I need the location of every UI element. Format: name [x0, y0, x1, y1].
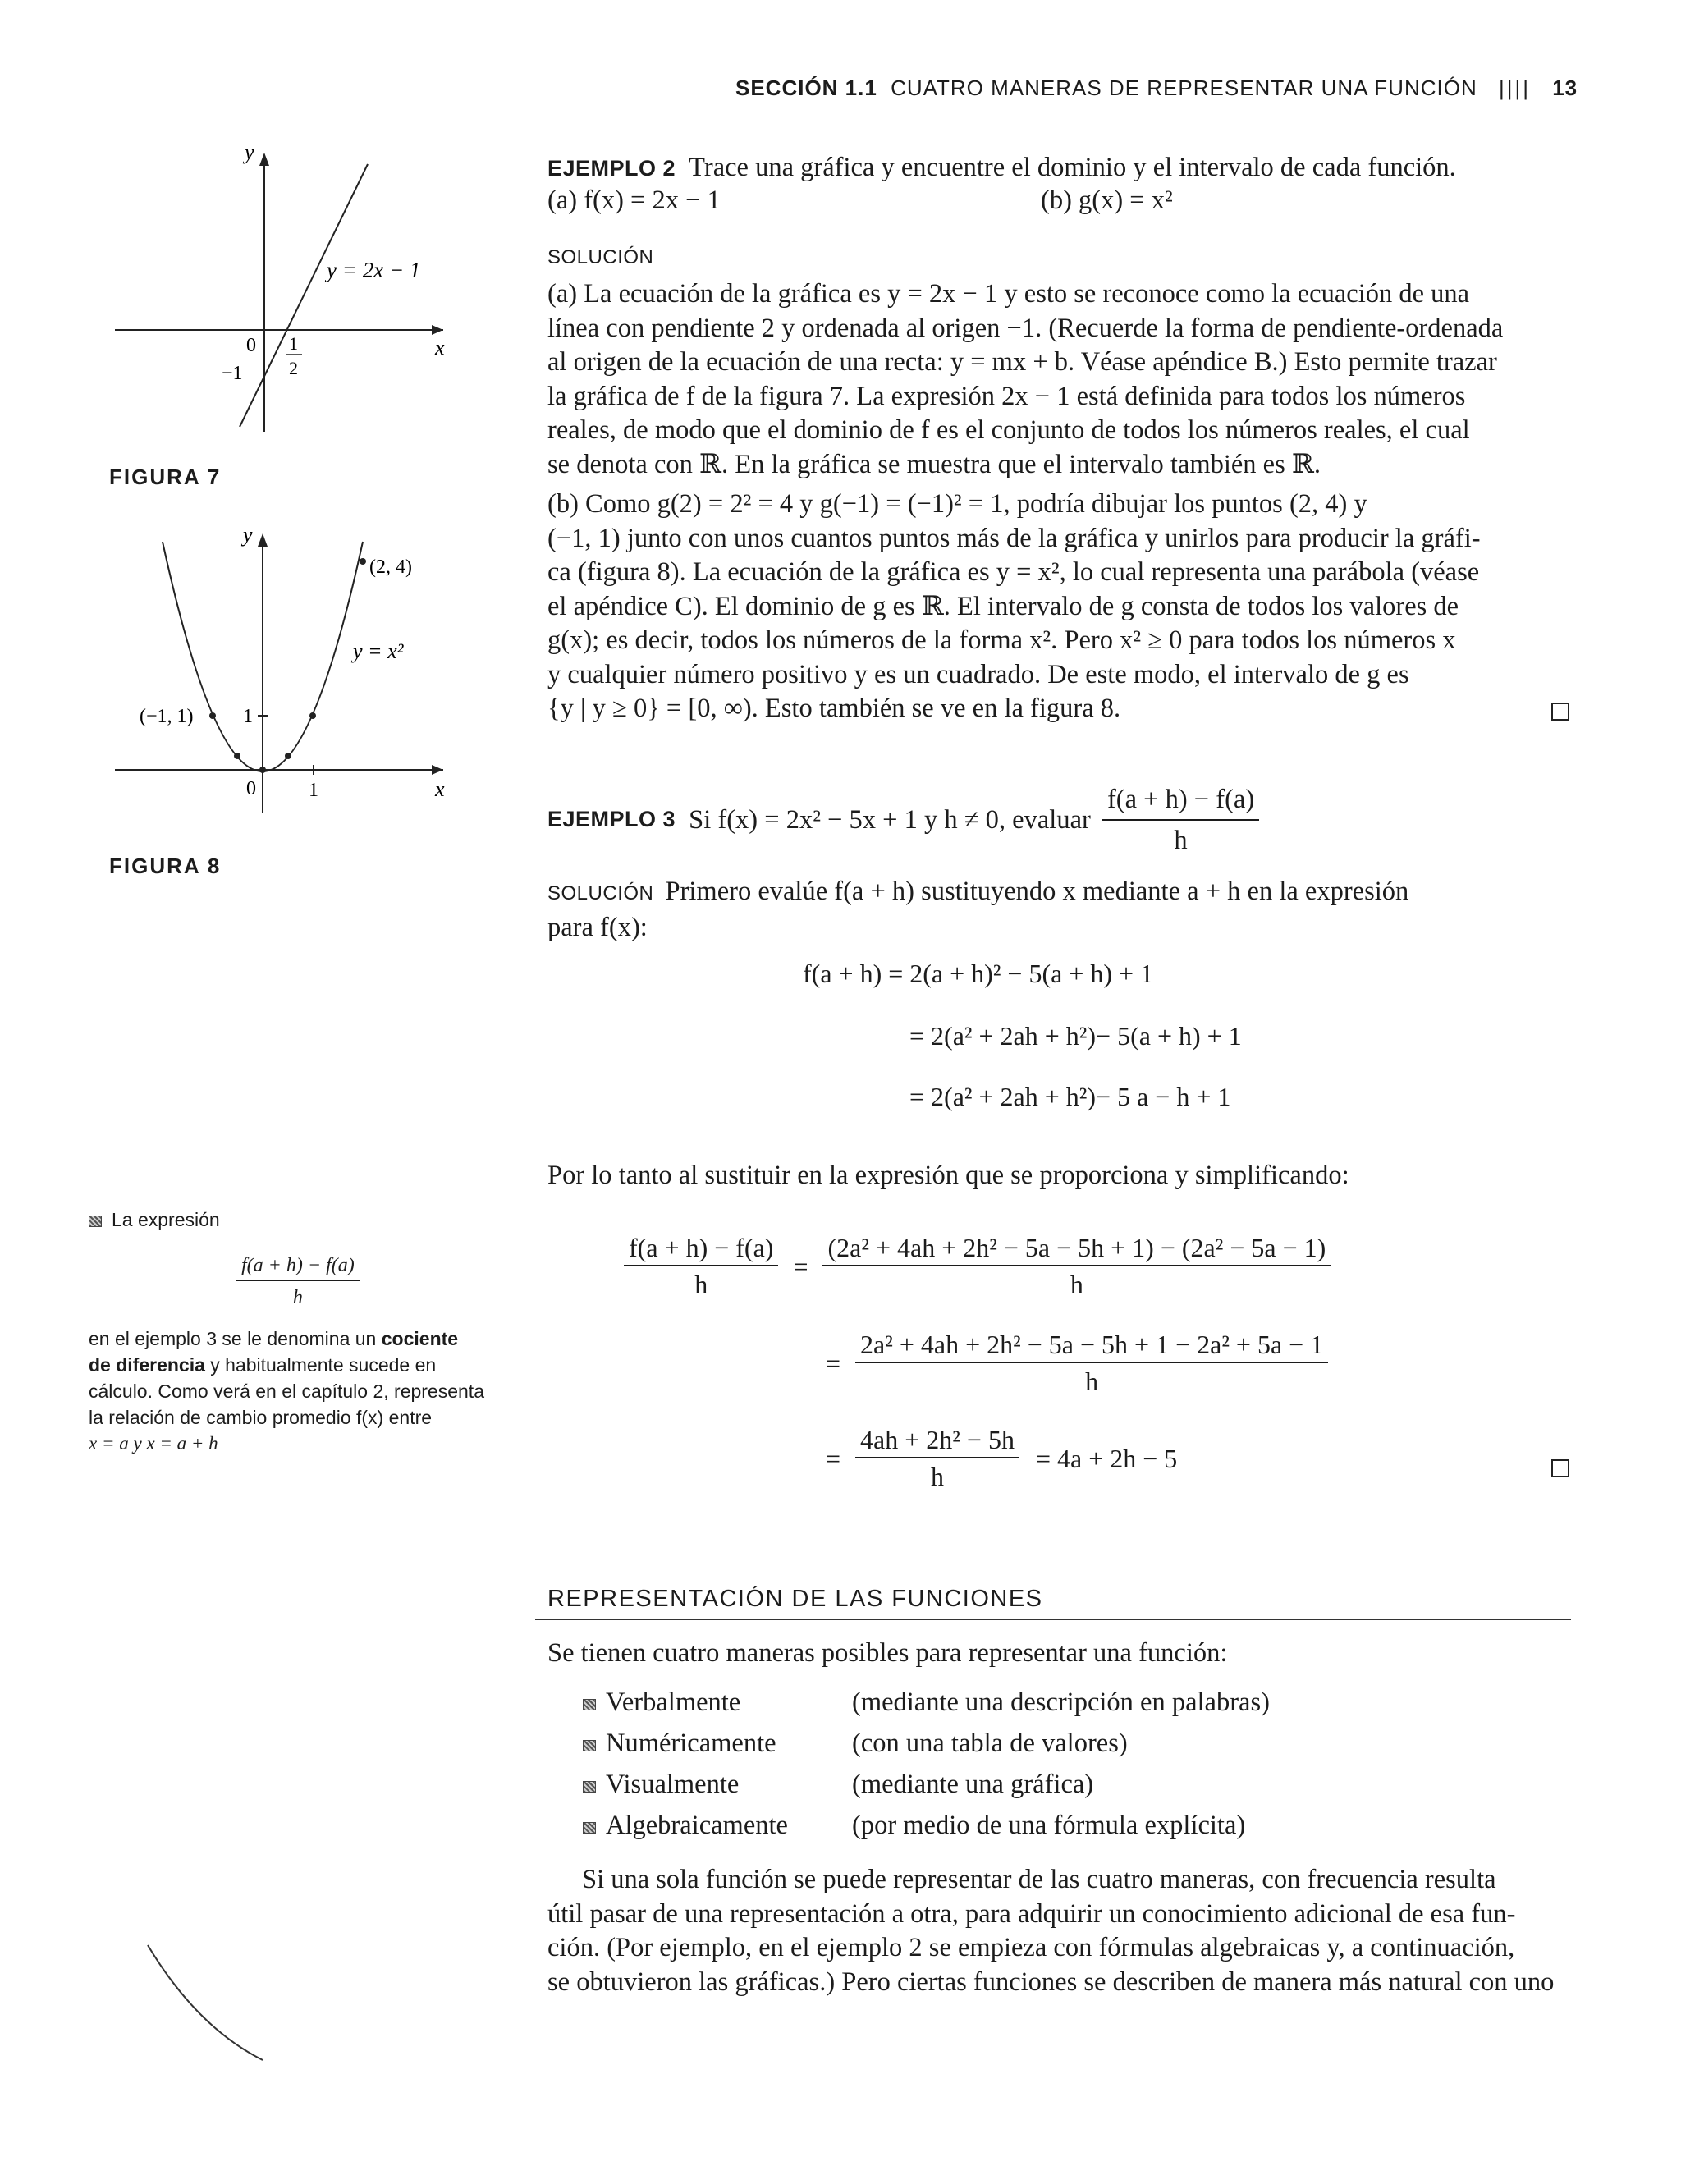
closing-line: útil pasar de una representación a otra, para adquirir un conocimiento adicional de esa fun- — [547, 1898, 1516, 1929]
closing-line: ción. (Por ejemplo, en el ejemplo 2 se empieza con fórmulas algebraicas y, a continuación, — [547, 1933, 1515, 1962]
equation-1: f(a + h) = 2(a + h)² − 5(a + h) + 1 — [803, 959, 1154, 988]
fig7-origin: 0 — [246, 335, 256, 356]
fig8-point-a — [234, 753, 240, 759]
equation-2: = 2(a² + 2ah + h²)− 5(a + h) + 1 — [909, 1021, 1242, 1051]
fig8-axis-y-label: y — [243, 525, 253, 547]
figure-7-graph — [98, 140, 476, 451]
note-fraction — [236, 1252, 515, 1311]
fraction-numerator: 4ah + 2h² − 5h — [855, 1425, 1019, 1458]
fig7-line — [240, 164, 368, 427]
margin-note — [89, 1206, 515, 1457]
solution-line: para f(x): — [547, 912, 648, 942]
example-2-para-a — [547, 277, 1582, 482]
fraction-numerator: f(a + h) − f(a) — [624, 1233, 778, 1266]
example-2-label: EJEMPLO 2 — [547, 156, 676, 181]
fraction-denominator: h — [292, 1287, 303, 1308]
example-3-solution — [547, 875, 1582, 945]
corner-mark-decoration — [140, 1937, 287, 2076]
header-title: CUATRO MANERAS DE REPRESENTAR UNA FUNCIÓN — [891, 76, 1477, 100]
list-item: Verbalmente (mediante una descripción en palabras) — [583, 1686, 1568, 1727]
fraction-numerator: 2a² + 4ah + 2h² − 5a − 5h + 1 − 2a² + 5a − 1 — [855, 1330, 1328, 1363]
fraction-denominator: h — [930, 1462, 944, 1491]
big-fraction-3 — [855, 1425, 1019, 1492]
bullet-icon — [583, 1699, 596, 1710]
bullet-icon — [583, 1822, 596, 1834]
para-b-line: {y | y ≥ 0} = [0, ∞). Esto también se ve en la figura 8. — [547, 694, 1121, 723]
bullet-icon — [583, 1781, 596, 1793]
para-a-line: al origen de la ecuación de una recta: y = mx + b. Véase apéndice B.) Esto permite trazar — [547, 347, 1497, 377]
fraction-denominator: h — [1070, 1270, 1083, 1299]
fig8-point-neg1 — [209, 712, 216, 719]
section-rule — [535, 1619, 1571, 1620]
fig8-x-arrow — [432, 765, 443, 775]
note-line: cálculo. Como verá en el capítulo 2, representa — [89, 1380, 484, 1402]
fig8-tick-y-label: 1 — [243, 706, 253, 727]
note-line: en el ejemplo 3 se le denomina un — [89, 1328, 377, 1349]
fig8-origin: 0 — [246, 778, 256, 799]
figure-8-caption: FIGURA 8 — [109, 854, 222, 878]
example-2-para-b — [547, 488, 1582, 726]
fig7-axis-y-label: y — [245, 140, 254, 164]
example-3-statement — [547, 783, 1259, 858]
fig7-y-intercept: −1 — [222, 363, 243, 384]
example-3-fraction — [1102, 783, 1259, 858]
note-line: la relación de cambio promedio f(x) entre — [89, 1407, 433, 1428]
fig8-point-2-4-label: (2, 4) — [369, 556, 412, 578]
solution-line: Primero evalúe f(a + h) sustituyendo x mediante a + h en la expresión — [665, 877, 1409, 906]
para-a-line: la gráfica de f de la figura 7. La expresión 2x − 1 está definida para todos los números — [547, 381, 1466, 411]
note-term-cociente: cociente — [381, 1328, 459, 1349]
note-bullet-icon — [89, 1216, 102, 1227]
example-3-transition: Por lo tanto al sustituir en la expresión que se proporciona y simplificando: — [547, 1161, 1349, 1190]
example-2-part-a: (a) f(x) = 2x − 1 — [547, 185, 721, 215]
fraction-denominator: h — [694, 1270, 708, 1299]
para-b-line: el apéndice C). El dominio de g es ℝ. El intervalo de g consta de todos los valores de — [547, 591, 1459, 621]
para-b-line: ca (figura 8). La ecuación de la gráfica es y = x², lo cual representa una parábola (véase — [547, 557, 1480, 587]
representation-list — [583, 1686, 1568, 1850]
section-title: REPRESENTACIÓN DE LAS FUNCIONES — [547, 1586, 1043, 1612]
section-number: SECCIÓN 1.1 — [735, 76, 877, 100]
representation-intro: Se tienen cuatro maneras posibles para representar una función: — [547, 1638, 1228, 1668]
fraction-denominator: h — [1174, 825, 1188, 855]
note-term-diferencia: de diferencia — [89, 1354, 205, 1376]
fig8-point-neg1-label: (−1, 1) — [140, 706, 194, 727]
running-header — [735, 76, 1578, 101]
example-3-label: EJEMPLO 3 — [547, 806, 676, 831]
page-number: 13 — [1552, 76, 1578, 100]
note-line: x = a y x = a + h — [89, 1433, 218, 1454]
big-fraction-2-row — [826, 1330, 1328, 1397]
list-item: Algebraicamente (por medio de una fórmula explícita) — [583, 1809, 1568, 1850]
fig8-axis-x-label: x — [435, 777, 445, 801]
equals-sign: = — [793, 1251, 808, 1281]
fig8-point-origin — [259, 767, 266, 773]
qed-mark-example-3 — [1551, 1459, 1569, 1477]
para-a-line: (a) La ecuación de la gráfica es y = 2x − 1 y esto se reconoce como la ecuación de una — [547, 279, 1470, 309]
fig8-tick-x-label: 1 — [309, 780, 318, 801]
example-2-text: Trace una gráfica y encuentre el dominio y el intervalo de cada función. — [689, 153, 1456, 182]
example-2-part-b: (b) g(x) = x² — [1041, 185, 1173, 215]
fig8-point-2-4 — [360, 558, 366, 565]
fig8-y-arrow — [258, 533, 268, 547]
equals-sign: = — [826, 1348, 841, 1378]
list-item: Visualmente (mediante una gráfica) — [583, 1768, 1568, 1809]
para-b-line: g(x); es decir, todos los números de la forma x². Pero x² ≥ 0 para todos los números x — [547, 625, 1456, 655]
fraction-numerator: (2a² + 4ah + 2h² − 5a − 5h + 1) − (2a² − 5a − 1) — [822, 1233, 1331, 1266]
fig8-curve-label: y = x² — [353, 639, 404, 663]
big-fraction-2 — [855, 1330, 1328, 1397]
header-separator: |||| — [1498, 76, 1531, 100]
para-a-line: reales, de modo que el dominio de f es el conjunto de todos los números reales, el cual — [547, 415, 1470, 445]
fig7-line-label: y = 2x − 1 — [327, 258, 421, 282]
fig7-x-arrow — [432, 325, 443, 335]
example-2-solution-label: SOLUCIÓN — [547, 246, 654, 268]
para-b-line: (−1, 1) junto con unos cuantos puntos más de la gráfica y unirlos para producir la gráfi- — [547, 523, 1481, 553]
example-3-text: Si f(x) = 2x² − 5x + 1 y h ≠ 0, evaluar — [689, 804, 1091, 835]
fraction-numerator: f(a + h) − f(a) — [236, 1252, 360, 1281]
example-3-solution-label: SOLUCIÓN — [547, 882, 654, 904]
example-2-statement — [547, 151, 1582, 186]
fig7-y-arrow — [259, 153, 269, 166]
list-item: Numéricamente (con una tabla de valores) — [583, 1727, 1568, 1768]
fig8-point-b — [285, 753, 291, 759]
representation-closing — [547, 1863, 1582, 1999]
fig7-x-intercept-num: 1 — [289, 333, 298, 354]
fraction-denominator: h — [1085, 1367, 1099, 1396]
big-lhs-fraction — [624, 1233, 1331, 1300]
para-b-line: y cualquier número positivo y es un cuadrado. De este modo, el intervalo de g es — [547, 659, 1409, 689]
big-fraction-3-row — [826, 1425, 1177, 1492]
para-a-line: línea con pendiente 2 y ordenada al origen −1. (Recuerde la forma de pendiente-ordenada — [547, 313, 1504, 343]
fig7-axis-x-label: x — [435, 336, 445, 359]
note-line: y habitualmente sucede en — [210, 1354, 437, 1376]
para-a-line: se denota con ℝ. En la gráfica se muestra que el intervalo también es ℝ. — [547, 449, 1321, 479]
qed-mark-example-2 — [1551, 703, 1569, 721]
para-b-line: (b) Como g(2) = 2² = 4 y g(−1) = (−1)² = 1, podría dibujar los puntos (2, 4) y — [547, 489, 1367, 519]
note-intro: La expresión — [112, 1209, 220, 1230]
figure-8-graph — [98, 525, 476, 821]
fraction-numerator: f(a + h) − f(a) — [1102, 783, 1259, 821]
fig7-x-intercept-den: 2 — [289, 358, 298, 378]
final-result: = 4a + 2h − 5 — [1035, 1443, 1178, 1473]
big-fraction-1 — [822, 1233, 1331, 1300]
closing-line: Si una sola función se puede representar de las cuatro maneras, con frecuencia resulta — [582, 1865, 1496, 1894]
equation-3: = 2(a² + 2ah + h²)− 5 a − h + 1 — [909, 1082, 1231, 1111]
equals-sign: = — [826, 1443, 841, 1473]
figure-7-caption: FIGURA 7 — [109, 465, 222, 489]
fig8-point-1 — [309, 712, 316, 719]
bullet-icon — [583, 1740, 596, 1751]
closing-line: se obtuvieron las gráficas.) Pero ciertas funciones se describen de manera más natural con uno — [547, 1967, 1555, 1997]
